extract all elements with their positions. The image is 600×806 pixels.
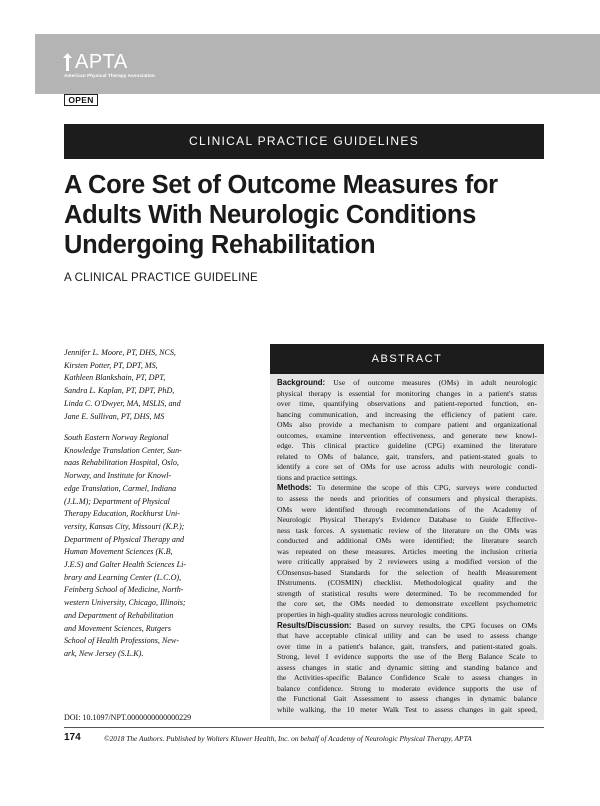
abstract-line: strength of statistical results were determined. To be recommended for — [277, 588, 537, 598]
affiliation-line: edge Translation, Carmel, Indiana — [64, 483, 177, 493]
copyright-notice: ©2018 The Authors. Published by Wolters Kluwer Health, Inc. on behalf of Academy of Neurologic Physical Therapy, APTA — [104, 734, 472, 743]
article-title — [64, 170, 574, 260]
author-line: Sandra L. Kaplan, PT, DPT, PhD, — [64, 386, 175, 396]
affiliation-line: ark, New Jersey (S.L.K). — [64, 648, 144, 658]
affiliation-line: versity, Kansas City, Missouri (K.P.); — [64, 521, 185, 531]
affiliation-line: Knowledge Translation Center, Sun- — [64, 445, 182, 455]
doi: DOI: 10.1097/NPT.0000000000000229 — [64, 713, 192, 722]
author-line: Jane E. Sullivan, PT, DHS, MS — [64, 411, 165, 421]
abstract-line: hancing communication, and increasing the efficiency of patient care. — [277, 409, 537, 419]
page-number: 174 — [64, 732, 81, 743]
logo-text: APTA — [75, 51, 128, 73]
title-line: A Core Set of Outcome Measures for — [64, 171, 498, 199]
title-line: Undergoing Rehabilitation — [64, 231, 376, 259]
affiliation-line: and Department of Rehabilitation — [64, 610, 174, 620]
abstract-line: the core set, the OMs needed to demonstrate excellent psychometric — [277, 599, 537, 609]
abstract-line: OMs were identified through recommendations of the Academy of — [277, 504, 537, 514]
abstract-body — [270, 374, 544, 720]
abstract-line — [277, 621, 537, 632]
author-line: Jennifer L. Moore, PT, DHS, NCS, — [64, 348, 176, 357]
author-line: Linda C. O'Dwyer, MA, MSLIS, and — [64, 398, 181, 408]
abstract-line: edge. This clinical practice guideline (CPG) examined the literature — [277, 441, 537, 451]
abstract-line: outcomes, examine intervention effectiveness, and generate new knowl- — [277, 430, 537, 440]
abstract-heading: ABSTRACT — [270, 344, 544, 374]
abstract-line: the Activities-specific Balance Confidence Scale to assess changes in — [277, 673, 537, 683]
affiliation-line: Department of Physical Therapy and — [64, 534, 185, 544]
logo-subtitle: American Physical Therapy Association — [64, 73, 155, 78]
footer-divider — [64, 727, 544, 728]
abstract-line: were critically appraised by 2 reviewers using a modified version of the — [277, 557, 537, 567]
background-label: Background: — [277, 378, 326, 387]
abstract-line: that have acceptable clinical utility and can be used to assess change — [277, 631, 537, 641]
abstract-line: assess changes in static and dynamic sitting and standing balance and — [277, 662, 537, 672]
abstract-text: To determine the scope of this CPG, surveys were conducted — [311, 483, 537, 493]
open-access-badge: OPEN — [64, 94, 98, 106]
abstract-line: was repeated on these measures. Articles meeting the inclusion criteria — [277, 546, 537, 556]
abstract-line: COnsensus-based Standards for the selection of health Measurement — [277, 567, 537, 577]
abstract-text: Based on survey results, the CPG focuses on OMs — [351, 620, 537, 630]
apta-eagle-icon — [62, 52, 73, 72]
abstract-line: the Functional Gait Assessment to assess changes in dynamic balance — [277, 694, 537, 704]
abstract-line: INstruments. (COSMIN) checklist. Methodological quality and the — [277, 578, 537, 588]
affiliation-line: Therapy Education, Rockhurst Uni- — [64, 509, 180, 519]
abstract-line: OMs also provide a mechanism to compare patient and organizational — [277, 420, 537, 430]
affiliation-line: naas Rehabilitation Hospital, Oslo, — [64, 458, 179, 468]
abstract-line: while walking, the 10 meter Walk Test to assess changes in gait speed, — [277, 704, 537, 714]
methods-label: Methods: — [277, 483, 312, 493]
affiliation-line: Human Movement Sciences (K.B, — [64, 547, 173, 557]
results-label: Results/Discussion: — [277, 620, 352, 630]
title-line: Adults With Neurologic Conditions — [64, 201, 476, 229]
affiliation-line: western University, Chicago, Illinois; — [64, 598, 186, 608]
affiliation-line: South Eastern Norway Regional — [64, 433, 169, 442]
abstract-line: ness task forces. A systematic review of the literature on the OMs was — [277, 525, 537, 535]
abstract-text: Use of outcome measures (OMs) in adult neurologic — [325, 378, 537, 387]
affiliations — [64, 432, 274, 661]
affiliation-line: School of Health Professions, New- — [64, 636, 180, 646]
affiliation-line: J.E.S) and Galter Health Sciences Li- — [64, 560, 187, 570]
apta-logo — [62, 52, 155, 78]
abstract-line: identify a core set of OMs for use across adults with neurologic condi- — [277, 462, 537, 472]
abstract-line — [277, 378, 537, 389]
abstract-line: physical therapy is essential for monitoring changes in a patient's status — [277, 388, 537, 398]
abstract-line: related to OMs of balance, gait, transfers, and patient-stated goals to — [277, 451, 537, 461]
affiliation-line: Feinberg School of Medicine, North- — [64, 585, 184, 595]
abstract-line: tions and practice settings. — [277, 472, 358, 482]
abstract-line: over time, quantifying observations and patient-reported function, en- — [277, 399, 537, 409]
abstract-line: to assess the needs and priorities of consumers and physical therapists. — [277, 494, 537, 504]
abstract-line: over time in a patient's balance, gait, transfers, and patient-stated goals. — [277, 641, 537, 651]
affiliation-line: Norway, and Institute for Knowl- — [64, 471, 172, 481]
author-line: Kirsten Potter, PT, DPT, MS, — [64, 360, 158, 370]
affiliation-line: (J.L.M); Department of Physical — [64, 496, 170, 506]
abstract-line: Neurologic Physical Therapy's Evidence Database to Guide Effective- — [277, 515, 537, 525]
article-subtitle: A CLINICAL PRACTICE GUIDELINE — [64, 272, 258, 284]
author-list — [64, 347, 264, 423]
section-label: CLINICAL PRACTICE GUIDELINES — [64, 124, 544, 159]
affiliation-line: and Movement Sciences, Rutgers — [64, 623, 171, 633]
abstract-line — [277, 483, 537, 494]
abstract-line: properties in high-quality studies across neurologic conditions. — [277, 610, 468, 620]
affiliation-line: brary and Learning Center (L.C.O), — [64, 572, 182, 582]
abstract-line: conducted and additional OMs were identified; the literature search — [277, 536, 537, 546]
abstract-line: Strong, level I evidence supports the use of the Berg Balance Scale to — [277, 652, 537, 662]
abstract-line: balance confidence. Strong to moderate evidence supports the use of — [277, 683, 537, 693]
author-line: Kathleen Blankshain, PT, DPT, — [64, 373, 166, 383]
